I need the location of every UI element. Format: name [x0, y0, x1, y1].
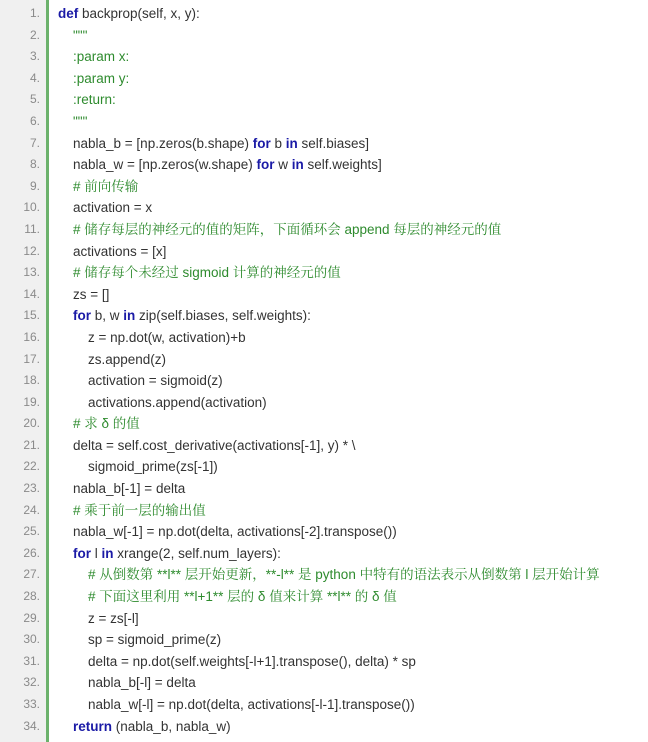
code-text [58, 608, 139, 630]
code-text [58, 629, 221, 651]
code-line [0, 435, 648, 457]
code-line [0, 716, 648, 738]
code-line [0, 262, 648, 284]
keyword-token: in [285, 135, 298, 151]
line-number: 15. [23, 308, 40, 323]
code-text [58, 262, 341, 284]
comment-token: # 储存每个未经过 sigmoid 计算的神经元的值 [58, 265, 341, 281]
code-token: z = np.dot(w, activation)+b [58, 329, 246, 345]
code-text [58, 154, 382, 176]
code-token [58, 719, 73, 734]
code-text [58, 694, 415, 716]
code-token: nabla_b = [np.zeros(b.shape) [58, 135, 253, 151]
code-line [0, 629, 648, 651]
line-number: 19. [23, 394, 40, 409]
line-number: 29. [23, 610, 40, 625]
code-token: self.biases] [297, 135, 370, 151]
code-line [0, 651, 648, 673]
line-number: 26. [23, 545, 40, 560]
comment-token: # 从倒数第 **l** 层开始更新，**-l** 是 python 中特有的语法表示从倒数第 l 层开始计算 [58, 567, 600, 583]
code-line [0, 500, 648, 522]
code-token: nabla_w[-1] = np.dot(delta, activations[-2].transpose()) [58, 524, 397, 540]
code-line [0, 154, 648, 176]
code-line [0, 413, 648, 435]
line-number: 24. [23, 502, 40, 517]
code-text [58, 241, 166, 263]
code-text [58, 521, 397, 543]
keyword-token: for [252, 135, 271, 151]
line-number: 4. [29, 70, 40, 85]
code-line [0, 46, 648, 68]
code-line [0, 543, 648, 565]
code-text [58, 133, 369, 155]
line-number: 5. [29, 92, 40, 107]
code-token: backprop(self, x, y): [78, 6, 200, 21]
code-line [0, 241, 648, 263]
code-token: self.weights] [303, 157, 382, 173]
line-number: 23. [23, 481, 40, 496]
line-number: 17. [23, 351, 40, 366]
string-token: """ [58, 27, 88, 43]
line-number: 32. [23, 675, 40, 690]
code-text [58, 349, 166, 371]
line-number: 25. [23, 524, 40, 539]
code-text [58, 564, 600, 586]
code-text [58, 435, 356, 457]
code-token: zs.append(z) [58, 351, 167, 367]
comment-token: # 乘于前一层的输出值 [58, 502, 206, 518]
code-text [58, 25, 87, 47]
code-token [58, 546, 73, 561]
line-number: 10. [23, 200, 40, 215]
comment-token: # 前向传输 [58, 178, 139, 194]
code-text [58, 46, 129, 68]
line-number: 12. [23, 243, 40, 258]
code-line [0, 564, 648, 586]
code-token: zip(self.biases, self.weights): [135, 308, 311, 324]
keyword-token: def [58, 6, 79, 21]
line-number: 8. [29, 157, 40, 172]
code-lines [0, 3, 648, 737]
line-number: 31. [23, 653, 40, 668]
code-line [0, 521, 648, 543]
line-number: 28. [23, 589, 40, 604]
keyword-token: for [73, 545, 92, 561]
keyword-token: for [73, 308, 92, 324]
code-line [0, 25, 648, 47]
code-token [58, 308, 73, 323]
code-text [58, 219, 501, 241]
keyword-token: in [123, 308, 136, 324]
code-text [58, 586, 397, 608]
code-line [0, 305, 648, 327]
code-line [0, 370, 648, 392]
code-line [0, 3, 648, 25]
line-number: 27. [23, 567, 40, 582]
comment-token: # 下面这里利用 **l+1** 层的 δ 值来计算 **l** 的 δ 值 [58, 589, 397, 605]
comment-token: # 求 δ 的值 [58, 416, 140, 432]
code-token: nabla_w[-l] = np.dot(delta, activations[-l-1].transpose()) [58, 697, 415, 712]
code-text [58, 284, 109, 306]
line-number: 21. [23, 437, 40, 452]
line-number: 2. [29, 27, 40, 42]
code-text [58, 392, 267, 414]
code-text [58, 456, 218, 478]
code-line [0, 478, 648, 500]
code-token: activations.append(activation) [58, 394, 267, 410]
code-token: activations = [x] [58, 243, 167, 259]
line-number: 18. [23, 373, 40, 388]
line-number: 20. [23, 416, 40, 431]
code-token: l [91, 545, 102, 561]
code-text [58, 176, 138, 198]
code-line [0, 219, 648, 241]
line-number: 6. [29, 113, 40, 128]
code-token: xrange(2, self.num_layers): [113, 545, 281, 561]
code-token: delta = self.cost_derivative(activations[-1], y) * \ [58, 437, 356, 453]
line-number: 22. [23, 459, 40, 474]
line-number: 30. [23, 632, 40, 647]
code-line [0, 176, 648, 198]
code-token: z = zs[-l] [58, 610, 139, 626]
line-number: 3. [29, 49, 40, 64]
string-token: :param y: [58, 70, 130, 86]
code-text [58, 672, 196, 694]
string-token: """ [58, 113, 88, 129]
code-line [0, 672, 648, 694]
code-text [58, 370, 223, 392]
line-number: 16. [23, 329, 40, 344]
code-line [0, 456, 648, 478]
code-token: zs = [] [58, 286, 110, 302]
line-number: 13. [23, 265, 40, 280]
code-token: nabla_b[-l] = delta [58, 675, 196, 691]
keyword-token: in [101, 545, 114, 561]
string-token: :return: [58, 92, 116, 108]
code-text [58, 3, 200, 25]
code-token: sp = sigmoid_prime(z) [58, 632, 222, 648]
code-token: nabla_b[-1] = delta [58, 481, 186, 497]
line-number: 33. [23, 697, 40, 711]
code-token: w [274, 157, 292, 173]
code-text [58, 89, 116, 111]
code-line [0, 392, 648, 414]
code-line [0, 349, 648, 371]
keyword-token: return [73, 718, 113, 734]
line-number: 34. [23, 718, 40, 733]
code-text [58, 305, 311, 327]
line-number: 7. [29, 135, 40, 150]
line-number: 11. [24, 221, 40, 236]
code-text [58, 478, 185, 500]
code-token: (nabla_b, nabla_w) [112, 718, 231, 734]
code-line [0, 586, 648, 608]
code-text [58, 68, 129, 90]
code-text [58, 413, 140, 435]
line-number: 9. [29, 178, 40, 193]
code-token: b, w [91, 308, 124, 324]
code-line [0, 608, 648, 630]
code-token: activation = sigmoid(z) [58, 373, 223, 389]
comment-token: # 储存每层的神经元的值的矩阵，下面循环会 append 每层的神经元的值 [58, 221, 502, 237]
code-line [0, 68, 648, 90]
code-token: delta = np.dot(self.weights[-l+1].transpose(), delta) * sp [58, 653, 416, 669]
keyword-token: for [256, 157, 275, 173]
code-token: b [270, 135, 286, 151]
code-token: activation = x [58, 200, 153, 216]
code-text [58, 716, 231, 738]
code-line [0, 197, 648, 219]
code-text [58, 500, 206, 522]
keyword-token: in [291, 157, 304, 173]
code-text [58, 111, 87, 133]
code-token: nabla_w = [np.zeros(w.shape) [58, 157, 257, 173]
code-line [0, 694, 648, 716]
code-line [0, 111, 648, 133]
line-number: 14. [23, 286, 40, 301]
line-number: 1. [29, 6, 40, 20]
code-line [0, 133, 648, 155]
code-text [58, 543, 281, 565]
code-text [58, 197, 152, 219]
code-text [58, 651, 416, 673]
code-token: sigmoid_prime(zs[-1]) [58, 459, 218, 475]
code-line [0, 284, 648, 306]
code-line [0, 89, 648, 111]
code-line [0, 327, 648, 349]
code-text [58, 327, 246, 349]
string-token: :param x: [58, 49, 130, 65]
